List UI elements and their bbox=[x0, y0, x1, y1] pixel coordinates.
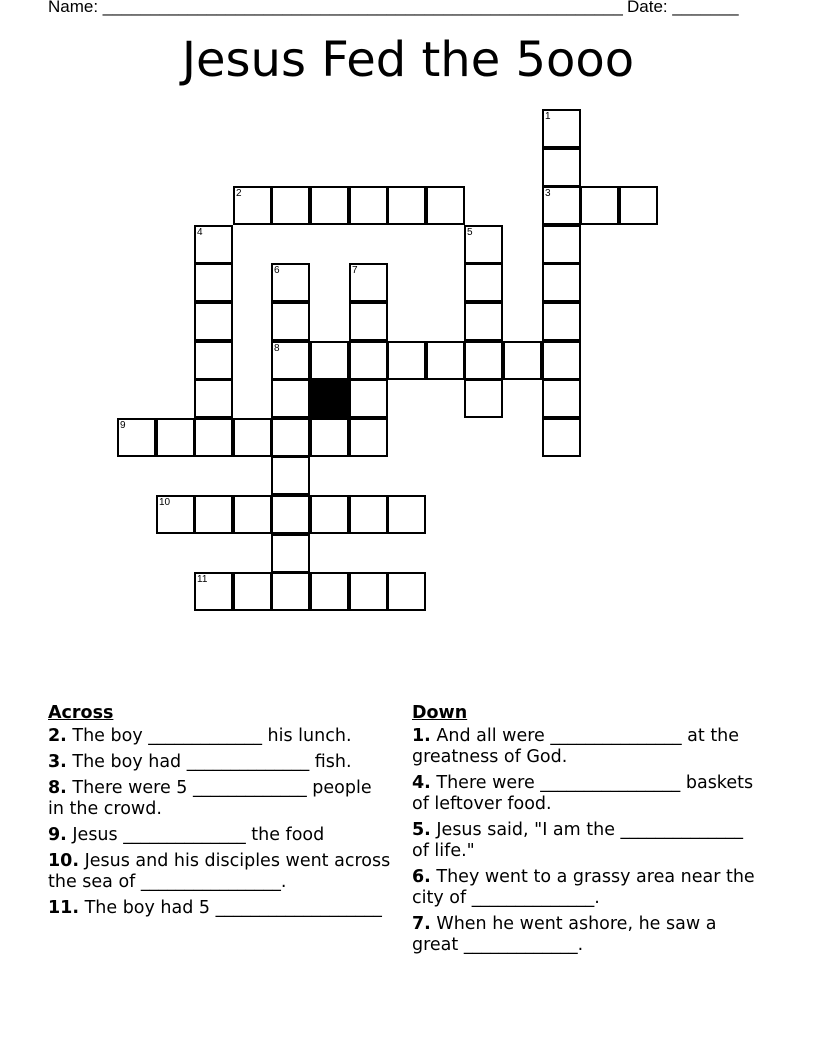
grid-cell[interactable] bbox=[194, 263, 233, 302]
grid-cell[interactable] bbox=[233, 495, 272, 534]
clue-number: 8 bbox=[274, 343, 280, 354]
grid-cell[interactable] bbox=[542, 109, 581, 148]
grid-cell[interactable] bbox=[117, 418, 156, 457]
grid-cell[interactable] bbox=[271, 302, 310, 341]
grid-cell[interactable] bbox=[464, 263, 503, 302]
grid-cell[interactable] bbox=[464, 302, 503, 341]
down-heading: Down bbox=[412, 703, 468, 723]
down-clue-6: 6. They went to a grassy area near the city of ______________. bbox=[412, 867, 755, 908]
grid-cell[interactable] bbox=[310, 341, 349, 380]
down-clue-5: 5. Jesus said, "I am the ______________ of life." bbox=[412, 820, 744, 861]
grid-cell[interactable] bbox=[233, 186, 272, 225]
grid-cell[interactable] bbox=[387, 186, 426, 225]
grid-cell[interactable] bbox=[271, 186, 310, 225]
clue-number: 11 bbox=[197, 574, 208, 585]
grid-cell[interactable] bbox=[349, 572, 388, 611]
clue-number: 3 bbox=[545, 188, 551, 199]
grid-cell[interactable] bbox=[464, 379, 503, 418]
across-clue-8: 8. There were 5 _____________ people in the crowd. bbox=[48, 778, 372, 819]
grid-cell[interactable] bbox=[464, 341, 503, 380]
grid-cell[interactable] bbox=[349, 302, 388, 341]
grid-cell[interactable] bbox=[542, 302, 581, 341]
grid-cell[interactable] bbox=[194, 379, 233, 418]
grid-cell[interactable] bbox=[310, 572, 349, 611]
grid-cell[interactable] bbox=[194, 572, 233, 611]
grid-cell[interactable] bbox=[310, 186, 349, 225]
grid-cell[interactable] bbox=[271, 572, 310, 611]
grid-cell[interactable] bbox=[542, 225, 581, 264]
grid-cell[interactable] bbox=[156, 418, 195, 457]
grid-cell[interactable] bbox=[503, 341, 542, 380]
grid-cell[interactable] bbox=[233, 572, 272, 611]
grid-block-cell bbox=[310, 379, 349, 418]
down-clue-7: 7. When he went ashore, he saw a great _____________. bbox=[412, 914, 717, 955]
grid-cell[interactable] bbox=[271, 418, 310, 457]
grid-cell[interactable] bbox=[542, 263, 581, 302]
grid-cell[interactable] bbox=[271, 341, 310, 380]
grid-cell[interactable] bbox=[271, 495, 310, 534]
grid-cell[interactable] bbox=[194, 495, 233, 534]
grid-cell[interactable] bbox=[349, 341, 388, 380]
across-clue-11: 11. The boy had 5 ___________________ bbox=[48, 898, 382, 918]
clue-number: 10 bbox=[159, 497, 171, 508]
grid-cell[interactable] bbox=[349, 263, 388, 302]
name-field[interactable]: Name: _______________________________________________________ bbox=[48, 0, 623, 16]
date-field[interactable]: Date: _______ bbox=[627, 0, 739, 16]
grid-cell[interactable] bbox=[426, 341, 465, 380]
grid-cell[interactable] bbox=[542, 418, 581, 457]
grid-cell[interactable] bbox=[194, 418, 233, 457]
grid-cell[interactable] bbox=[387, 495, 426, 534]
grid-cell[interactable] bbox=[271, 534, 310, 573]
grid-cell[interactable] bbox=[542, 186, 581, 225]
grid-cell[interactable] bbox=[580, 186, 619, 225]
down-clues bbox=[412, 703, 757, 961]
down-clue-4: 4. There were ________________ baskets of leftover food. bbox=[412, 773, 754, 814]
grid-cell[interactable] bbox=[156, 495, 195, 534]
grid-cell[interactable] bbox=[349, 379, 388, 418]
down-clue-1: 1. And all were _______________ at the greatness of God. bbox=[412, 726, 740, 767]
grid-cell[interactable] bbox=[542, 148, 581, 187]
across-clues bbox=[48, 703, 393, 924]
grid-cell[interactable] bbox=[194, 341, 233, 380]
grid-cell[interactable] bbox=[349, 495, 388, 534]
clue-number: 4 bbox=[197, 227, 203, 238]
grid-cell[interactable] bbox=[619, 186, 658, 225]
grid-cell[interactable] bbox=[271, 379, 310, 418]
grid-cell[interactable] bbox=[310, 418, 349, 457]
grid-cell[interactable] bbox=[387, 341, 426, 380]
grid-cell[interactable] bbox=[349, 418, 388, 457]
across-clue-3: 3. The boy had ______________ fish. bbox=[48, 752, 352, 772]
grid-cell[interactable] bbox=[464, 225, 503, 264]
grid-cell[interactable] bbox=[271, 263, 310, 302]
clue-number: 2 bbox=[236, 188, 242, 199]
grid-cell[interactable] bbox=[349, 186, 388, 225]
clue-number: 5 bbox=[467, 227, 473, 238]
grid-cell[interactable] bbox=[194, 302, 233, 341]
across-clue-2: 2. The boy _____________ his lunch. bbox=[48, 726, 352, 746]
puzzle-title: Jesus Fed the 5ooo bbox=[181, 32, 635, 88]
clue-number: 9 bbox=[120, 420, 126, 431]
clue-number: 7 bbox=[352, 265, 358, 276]
clue-number: 1 bbox=[545, 111, 551, 122]
grid-cell[interactable] bbox=[387, 572, 426, 611]
grid-cell[interactable] bbox=[310, 495, 349, 534]
grid-cell[interactable] bbox=[426, 186, 465, 225]
across-heading: Across bbox=[48, 703, 114, 723]
grid-cell[interactable] bbox=[542, 379, 581, 418]
grid-cell[interactable] bbox=[233, 418, 272, 457]
grid-cell[interactable] bbox=[271, 456, 310, 495]
across-clue-10: 10. Jesus and his disciples went across the sea of ________________. bbox=[48, 851, 391, 892]
grid-cell[interactable] bbox=[542, 341, 581, 380]
across-clue-9: 9. Jesus ______________ the food bbox=[48, 825, 325, 845]
clue-number: 6 bbox=[274, 265, 280, 276]
grid-cell[interactable] bbox=[194, 225, 233, 264]
